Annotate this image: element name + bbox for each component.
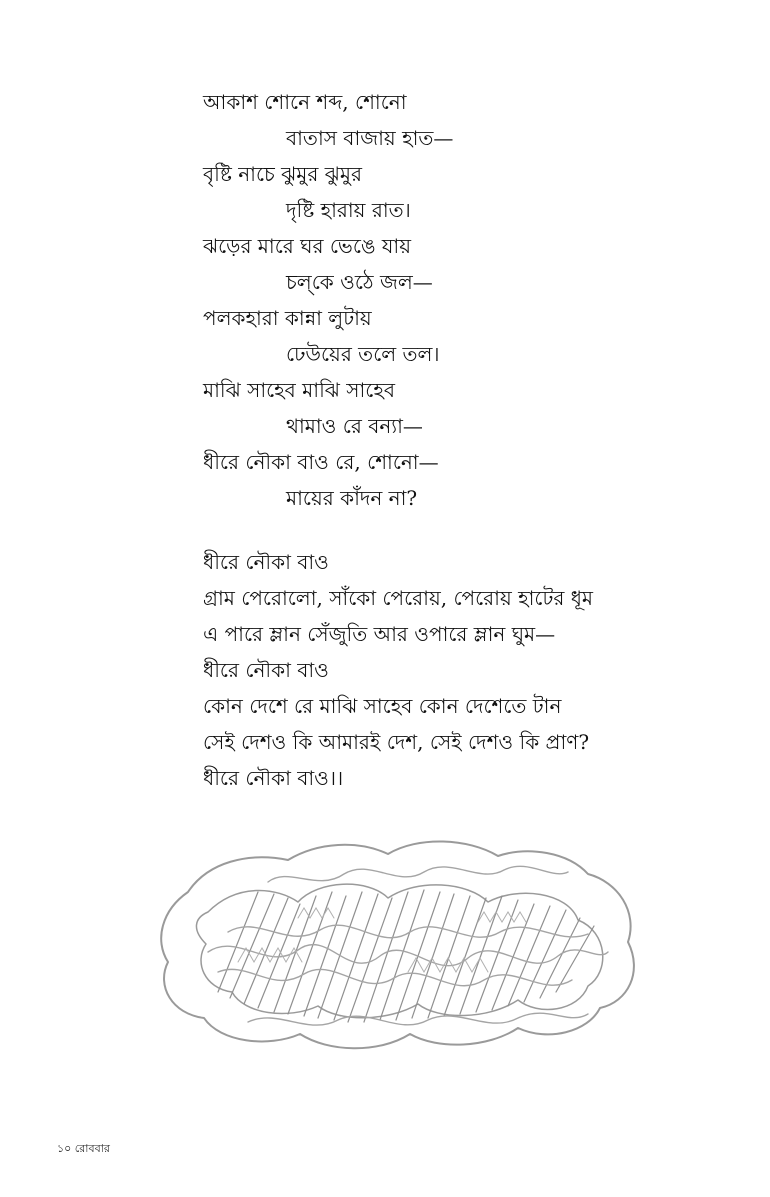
page-number-footer: ১০ রোববার [57,1142,110,1155]
poem-line: ঝড়ের মারে ঘর ভেঙে যায় [203,234,412,258]
poem-line: থামাও রে বন্যা— [286,414,423,438]
poem-line: পলকহারা কান্না লুটায় [203,306,372,330]
poem-line: আকাশ শোনে শব্দ, শোনো [203,90,407,114]
scribble-illustration [148,822,648,1062]
poem-line: মাঝি সাহেব মাঝি সাহেব [203,378,395,402]
scribble-hatching [218,890,594,1022]
poem-line: চল্‌কে ওঠে জল— [286,270,433,294]
poem-line: দৃষ্টি হারায় রাত। [286,198,411,222]
poem-line: সেই দেশও কি আমারই দেশ, সেই দেশও কি প্রাণ? [203,730,590,754]
poem-line: ধীরে নৌকা বাও [203,550,329,574]
poem-line: ধীরে নৌকা বাও [203,658,329,682]
poem-line: বৃষ্টি নাচে ঝুমুর ঝুমুর [203,162,362,186]
poem-line: কোন দেশে রে মাঝি সাহেব কোন দেশেতে টান [203,694,562,718]
poem-line: বাতাস বাজায় হাত— [286,126,454,150]
poem-line: ধীরে নৌকা বাও রে, শোনো— [203,450,439,474]
poem-line: গ্রাম পেরোলো, সাঁকো পেরোয়, পেরোয় হাটের ধূম [203,586,594,610]
scribble-zigzag [238,908,526,972]
poem-line: ধীরে নৌকা বাও।। [203,766,344,790]
poem-line: মায়ের কাঁদন না? [286,486,418,510]
poem-line: ঢেউয়ের তলে তল। [286,342,440,366]
poem-line: এ পারে ম্লান সেঁজুতি আর ওপারে ম্লান ঘুম— [203,622,556,646]
